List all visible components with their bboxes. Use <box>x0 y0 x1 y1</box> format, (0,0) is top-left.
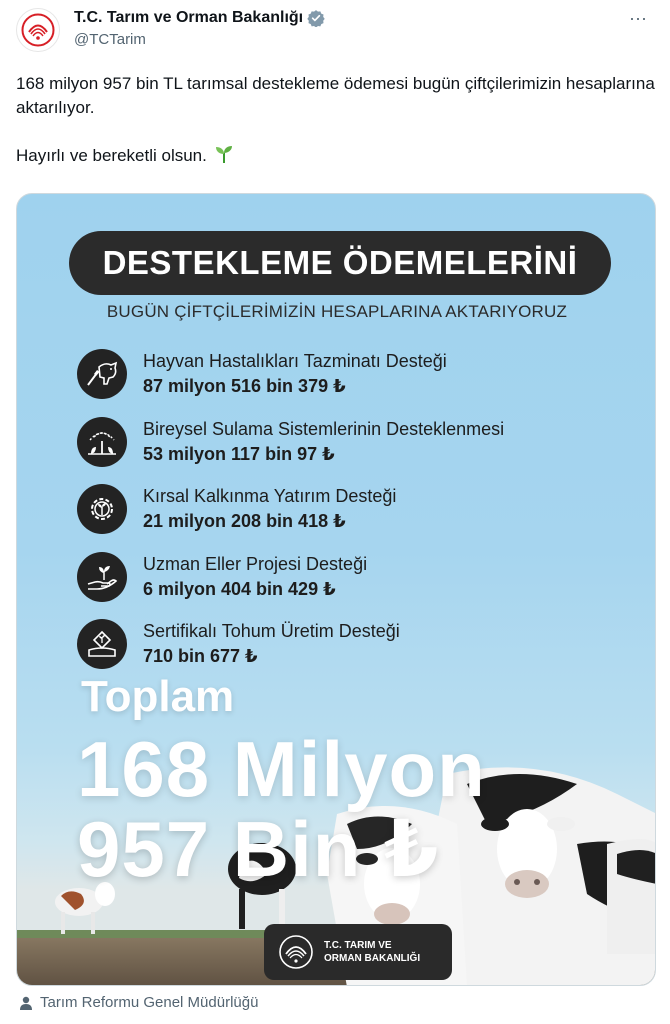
tweet-line-1: 168 milyon 957 bin TL tarımsal destekleme ödemesi bugün çiftçilerimizin hesaplarına aktarılıyor. <box>16 74 655 117</box>
support-item-expert-hands <box>77 552 637 606</box>
support-item-irrigation <box>77 417 637 471</box>
support-item-label: Sertifikalı Tohum Üretim Desteği <box>143 621 400 641</box>
ministry-logo-icon <box>21 13 55 47</box>
account-names <box>74 8 325 50</box>
support-item-amount: 6 milyon 404 bin 429 ₺ <box>143 579 336 599</box>
media-attribution[interactable] <box>18 994 258 1011</box>
support-item-amount: 21 milyon 208 bin 418 ₺ <box>143 511 346 531</box>
display-name[interactable]: T.C. Tarım ve Orman Bakanlığı <box>74 9 304 26</box>
account-avatar[interactable] <box>16 8 60 52</box>
attribution-text[interactable]: Tarım Reformu Genel Müdürlüğü <box>40 994 259 1011</box>
infographic-subtitle: BUGÜN ÇİFTÇİLERİMİZİN HESAPLARINA AKTARIYORUZ <box>106 302 568 321</box>
tweet-header <box>16 8 656 56</box>
tweet-line-2-row <box>16 144 656 168</box>
account-handle[interactable]: @TCTarim <box>74 31 146 48</box>
ministry-emblem-icon <box>278 934 314 970</box>
display-name-row[interactable] <box>74 8 325 28</box>
seed-certificate-icon <box>77 619 127 669</box>
support-item-label: Bireysel Sulama Sistemlerinin Desteklenmesi <box>143 419 505 439</box>
gear-plant-icon <box>77 484 127 534</box>
total-amount-line-2: 957 Bin ₺ <box>77 805 440 893</box>
sprinkler-icon <box>77 417 127 467</box>
support-item-amount: 710 bin 677 ₺ <box>143 646 258 666</box>
infographic-title-pill <box>69 231 611 295</box>
ministry-logo-badge <box>264 924 452 980</box>
total-amount-line-1: 168 Milyon <box>77 725 486 813</box>
support-item-amount: 53 milyon 117 bin 97 ₺ <box>143 444 335 464</box>
more-options-icon[interactable]: ··· <box>629 8 647 28</box>
support-item-label: Kırsal Kalkınma Yatırım Desteği <box>143 486 397 506</box>
infographic-title: DESTEKLEME ÖDEMELERİNİ <box>102 244 578 281</box>
infographic-image[interactable] <box>16 193 656 986</box>
hand-plant-icon <box>77 552 127 602</box>
ministry-logo-text <box>324 939 420 965</box>
logo-text-line-2: ORMAN BAKANLIĞI <box>324 953 421 964</box>
logo-text-line-1: T.C. TARIM VE <box>324 940 392 951</box>
support-item-amount: 87 milyon 516 bin 379 ₺ <box>143 376 346 396</box>
support-item-label: Hayvan Hastalıkları Tazminatı Desteği <box>143 351 447 371</box>
total-label: Toplam <box>81 672 235 721</box>
support-item-label: Uzman Eller Projesi Desteği <box>143 554 368 574</box>
cow-syringe-icon <box>77 349 127 399</box>
seedling-icon <box>214 144 234 164</box>
verified-badge-icon <box>307 9 325 27</box>
support-item-certified-seed <box>77 619 637 673</box>
support-item-rural-development <box>77 484 637 538</box>
person-icon <box>18 995 34 1011</box>
support-item-animal-disease <box>77 349 637 403</box>
tweet-line-2: Hayırlı ve bereketli olsun. <box>16 146 207 165</box>
tweet-text <box>16 72 656 168</box>
